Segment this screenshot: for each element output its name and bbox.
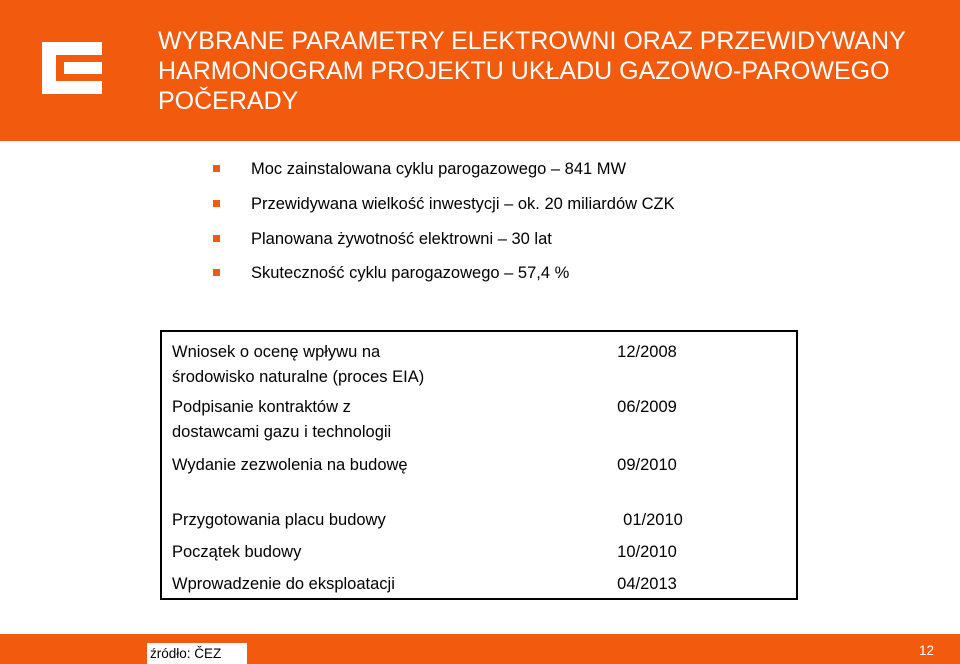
bullet-square-icon [213,235,220,242]
slide-title [158,26,948,116]
schedule-label [172,508,502,533]
page-number: 12 [918,643,934,658]
schedule-label [172,572,502,597]
slide-footer [0,634,960,664]
schedule-row [172,340,792,390]
schedule-date: 01/2010 [623,511,683,529]
schedule-row [172,508,792,533]
schedule-row [172,540,792,565]
source-note: źródło: ČEZ [147,643,247,664]
list-item-text: Planowana żywotność elektrowni – 30 lat [251,229,552,248]
list-item-text: Moc zainstalowana cyklu parogazowego – 841 MW [251,160,627,178]
schedule-date: 10/2010 [617,543,677,561]
schedule-label-line: Przygotowania placu budowy [172,511,386,529]
schedule-row [172,572,792,597]
schedule-label-line: Podpisanie kontraktów z [172,398,351,416]
schedule-date: 06/2009 [617,398,677,416]
list-item [213,187,733,222]
schedule-label [172,540,502,565]
slide-header [0,0,960,141]
schedule-label-line: Wprowadzenie do eksploatacji [172,575,395,593]
list-item [213,222,733,257]
list-item-text: Skuteczność cyklu parogazowego – 57,4 % [251,264,570,283]
schedule-label [172,453,502,478]
schedule-label-line: Wniosek o ocenę wpływu na [172,343,381,361]
title-line: WYBRANE PARAMETRY ELEKTROWNI ORAZ PRZEWIDYWANY [158,27,906,55]
list-item-text: Przewidywana wielkość inwestycji – ok. 20 miliardów CZK [251,194,675,213]
schedule-label-line: dostawcami gazu i technologii [172,423,392,441]
schedule-row [172,395,792,445]
title-line: HARMONOGRAM PROJEKTU UKŁADU GAZOWO-PAROWEGO [158,57,890,85]
cez-logo-icon [42,42,102,94]
bullet-square-icon [213,200,220,207]
schedule-label-line: Wydanie zezwolenia na budowę [172,456,408,474]
list-item [213,256,733,291]
schedule-label-line: środowisko naturalne (proces EIA) [172,368,425,386]
list-item [213,152,733,187]
schedule-date: 04/2013 [617,575,677,593]
schedule-label [172,340,502,390]
schedule-box [160,330,798,600]
schedule-row [172,453,792,478]
bullet-square-icon [213,269,220,276]
schedule-label [172,395,502,445]
parameter-list [213,152,733,291]
schedule-date: 09/2010 [617,456,677,474]
title-line: POČERADY [158,87,299,115]
schedule-label-line: Początek budowy [172,543,302,561]
bullet-square-icon [213,165,220,172]
schedule-date: 12/2008 [617,343,677,361]
